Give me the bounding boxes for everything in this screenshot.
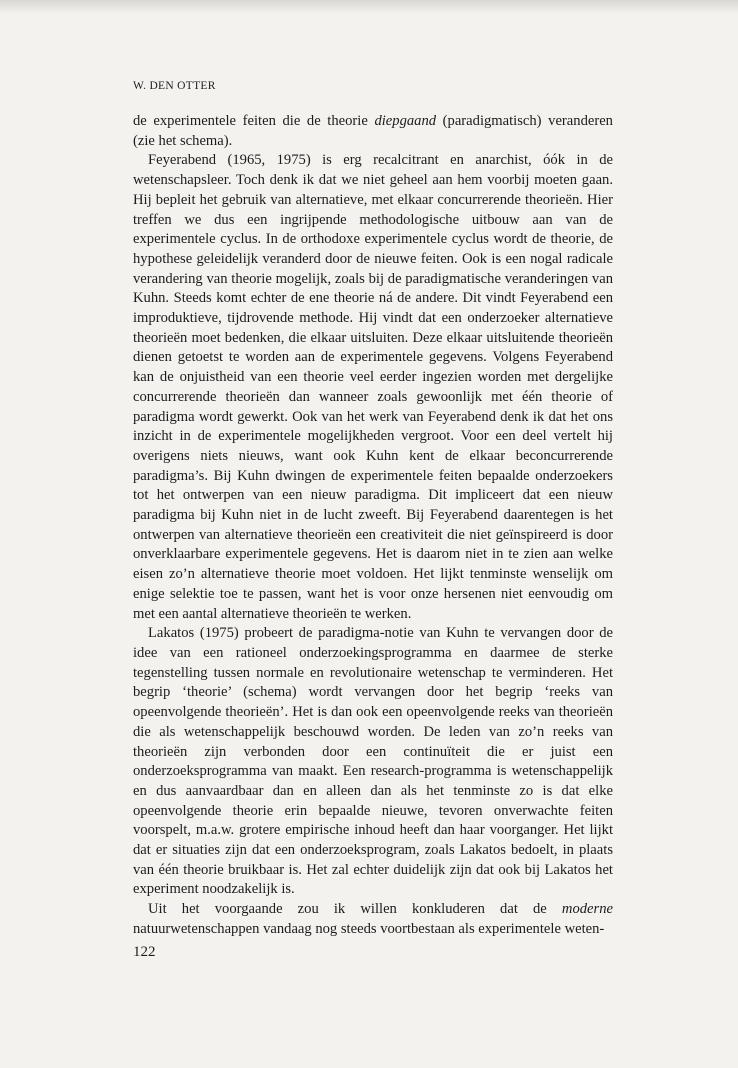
paragraph-text: (paradigmatisch) veranderen (zie het schema).	[133, 113, 613, 149]
emphasis-diepgaand: diepgaand	[374, 113, 437, 129]
scan-edge-shadow	[0, 0, 738, 14]
paragraph-feyerabend: Feyerabend (1965, 1975) is erg recalcitrant en anarchist, óók in de wetenschapsleer. Toch denk ik dat we niet geheel aan hem voorbij moeten gaan. Hij bepleit het gebruik van alternatieve, met elkaar concurrerende theorieën. Hier treffen we dus een ingrijpende methodologische uitbouw aan van de experimentele cyclus. In de orthodoxe experimentele cyclus wordt de theorie, de hypothese geleidelijk veranderd door de nieuwe feiten. Ook is een nogal radicale verandering van theorie mogelijk, zoals bij de paradigmatische veranderingen van Kuhn. Steeds komt echter de ene theorie ná de andere. Dit vindt Feyerabend een improduktieve, tijdrovende methode. Hij vindt dat een onderzoeker alternatieve theorieën moet bedenken, die elkaar uitsluiten. Deze elkaar uitsluitende theorieën dienen getoetst te worden aan de experimentele gegevens. Volgens Feyerabend kan de onjuistheid van een theorie veel eerder ingezien worden met dergelijke concurrerende theorieën dan wanneer zoals gewoonlijk met één theorie of paradigma wordt gewerkt. Ook van het werk van Feyerabend denk ik dat het ons inzicht in de experimentele mogelijkheden vergroot. Voor een deel vertelt hij overigens niets nieuws, want ook Kuhn kent de elkaar beconcurrerende paradigma’s. Bij Kuhn dwingen de experimentele feiten bepaalde onderzoekers tot het ontwerpen van een nieuw paradigma. Dit impliceert dat een nieuw paradigma bij Kuhn niet in de lucht zweeft. Bij Feyerabend daarentegen is het ontwerpen van alternatieve theorieën een creativiteit die niet geïnspireerd is door onverklaarbare experimentele gegevens. Het is daarom niet in te zien aan welke eisen zo’n alternatieve theorie moet voldoen. Het lijkt tenminste wenselijk om enige selektie toe te passen, want het is voor onze hersenen niet eenvoudig om met een aantal alternatieve theorieën te werken.	[133, 152, 613, 622]
body-text	[133, 112, 613, 940]
page-number: 122	[133, 944, 156, 960]
running-head: W. DEN OTTER	[133, 80, 216, 92]
paragraph-conclusion	[133, 900, 613, 939]
emphasis-moderne: moderne	[561, 901, 613, 918]
paragraph-text: Uit het voorgaande zou ik willen konkluderen dat de	[148, 901, 562, 918]
paragraph-text: natuurwetenschappen vandaag nog steeds voortbestaan als experimentele weten-	[133, 920, 605, 937]
paragraph-text: de experimentele feiten die de theorie	[133, 113, 375, 129]
paragraph-lakatos: Lakatos (1975) probeert de paradigma-notie van Kuhn te vervangen door de idee van een rationeel onderzoekingsprogramma en daarmee de sterke tegenstelling tussen normale en revolutionaire wetenschap te verminderen. Het begrip ‘theorie’ (schema) wordt vervangen door het begrip ‘reeks van opeenvolgende theorieën’. Het is dan ook een opeenvolgende reeks van theorieën die als wetenschappelijk beschouwd worden. De leden van zo’n reeks van theorieën zijn verbonden door een continuïteit die er juist een onderzoeksprogramma van maakt. Een research-programma is wetenschappelijk en dus aanvaardbaar dan en alleen dan als het tenminste zo is dat elke opeenvolgende theorie erin bepaalde nieuwe, tevoren onverwachte feiten voorspelt, m.a.w. grotere empirische inhoud heeft dan haar voorganger. Het lijkt dat er situaties zijn dat een onderzoeksprogram, zoals Lakatos bedoelt, in plaats van één theorie bruikbaar is. Het zal echter duidelijk zijn dat ook bij Lakatos het experiment noodzakelijk is.	[133, 625, 613, 898]
paragraph-continuation	[133, 112, 613, 151]
